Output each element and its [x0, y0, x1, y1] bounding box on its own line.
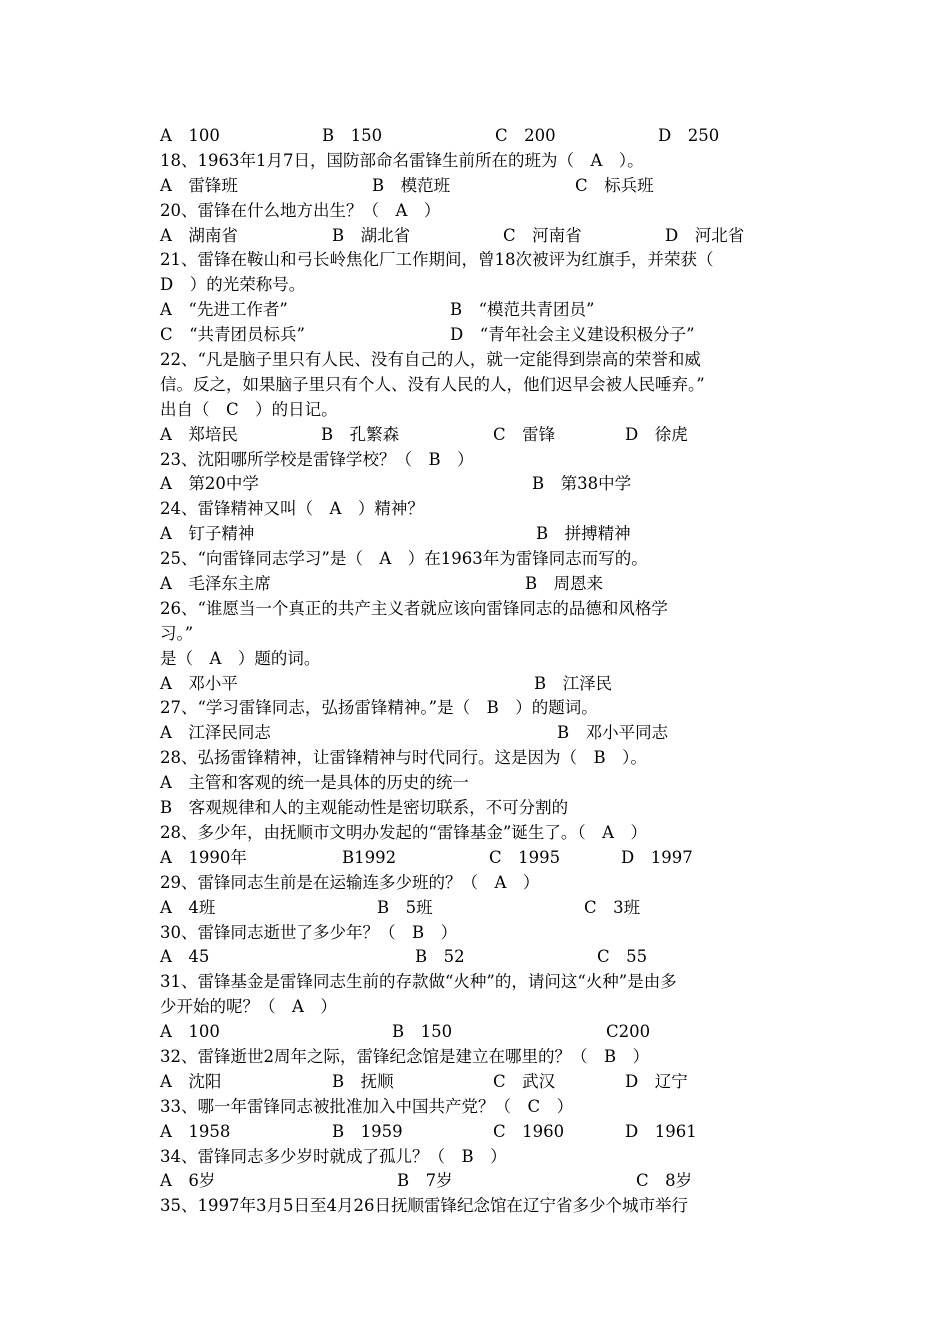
question-text: 33、哪一年雷锋同志被批准加入中国共产党？（ C ） [160, 1096, 574, 1116]
answer-option: C 55 [597, 947, 648, 967]
answer-option: A 江泽民同志 [160, 723, 271, 743]
question-text: 30、雷锋同志逝世了多少年？（ B ） [160, 922, 458, 942]
answer-option: B 5班 [377, 897, 433, 917]
question-text: 少开始的呢？（ A ） [160, 997, 337, 1017]
question-text: 出自（ C ）的日记。 [160, 399, 338, 419]
answer-option: D 徐虎 [625, 424, 688, 444]
answer-option: D “青年社会主义建设积极分子” [450, 325, 695, 345]
answer-option: B “模范共青团员” [450, 300, 595, 320]
question-text: 26、“谁愿当一个真正的共产主义者就应该向雷锋同志的品德和风格学 [160, 598, 668, 618]
question-text: 习。” [160, 623, 194, 643]
answer-option: A 6岁 [160, 1171, 216, 1191]
answer-options-row [160, 174, 820, 199]
answer-option: C 3班 [584, 897, 641, 917]
answer-option: B 湖北省 [332, 225, 411, 245]
answer-options-row [160, 896, 820, 921]
answer-options-row [160, 1120, 820, 1145]
answer-option: C 1960 [493, 1121, 565, 1141]
answer-options-row [160, 721, 820, 746]
answer-option: C 200 [495, 126, 556, 145]
answer-options-row [160, 846, 820, 871]
question-text: 22、“凡是脑子里只有人民、没有自己的人，就一定能得到崇高的荣誉和威 [160, 350, 701, 370]
answer-option: B 150 [322, 126, 383, 145]
question-text: 18、1963年1月7日，国防部命名雷锋生前所在的班为（ A ）。 [160, 150, 644, 170]
answer-options-row [160, 1020, 820, 1045]
answer-option: C 8岁 [636, 1171, 693, 1191]
question-text: 28、弘扬雷锋精神，让雷锋精神与时代同行。这是因为（ B ）。 [160, 748, 647, 768]
question-text: 23、沈阳哪所学校是雷锋学校？（ B ） [160, 449, 474, 469]
answer-option: B 第38中学 [532, 474, 632, 494]
answer-option: B1992 [342, 847, 397, 867]
question-text: 是（ A ）题的词。 [160, 648, 321, 668]
answer-options-row [160, 672, 820, 697]
answer-option: A 第20中学 [160, 474, 259, 494]
answer-option: C 雷锋 [493, 424, 556, 444]
answer-option: B 7岁 [397, 1171, 453, 1191]
question-text: B 客观规律和人的主观能动性是密切联系，不可分割的 [160, 798, 569, 818]
answer-option: A 郑培民 [160, 424, 238, 444]
question-text: 34、雷锋同志多少岁时就成了孤儿？（ B ） [160, 1146, 507, 1166]
answer-option: A 毛泽东主席 [160, 574, 271, 594]
answer-option: D 1997 [621, 847, 693, 867]
answer-option: B 邓小平同志 [557, 723, 669, 743]
answer-options-row [160, 323, 820, 348]
answer-option: B 抚顺 [332, 1071, 394, 1091]
answer-option: D 辽宁 [625, 1071, 688, 1091]
question-text: 29、雷锋同志生前是在运输连多少班的？（ A ） [160, 872, 540, 892]
answer-options-row [160, 1169, 820, 1194]
question-text: 信。反之，如果脑子里只有个人、没有人民的人，他们迟早会被人民唾弃。” [160, 374, 705, 394]
answer-option: B 周恩来 [525, 574, 604, 594]
question-text: 24、雷锋精神又叫（ A ）精神？ [160, 499, 424, 519]
answer-option: A 沈阳 [160, 1071, 222, 1091]
answer-option: D 河北省 [665, 225, 745, 245]
answer-option: B 孔繁森 [321, 424, 400, 444]
answer-option: A 4班 [160, 897, 216, 917]
answer-option: A 45 [160, 947, 210, 967]
question-text: 20、雷锋在什么地方出生？（ A ） [160, 200, 441, 220]
answer-option: C 1995 [489, 847, 561, 867]
answer-option: A 邓小平 [160, 673, 238, 693]
answer-option: C 武汉 [493, 1071, 556, 1091]
question-text: 31、雷锋基金是雷锋同志生前的存款做“火种”的，请问这“火种”是由多 [160, 972, 677, 992]
answer-option: D 250 [658, 126, 720, 145]
question-text: 25、“向雷锋同志学习”是（ A ）在1963年为雷锋同志而写的。 [160, 549, 648, 569]
answer-options-row [160, 472, 820, 497]
answer-option: C 标兵班 [575, 175, 654, 195]
question-text: 27、“学习雷锋同志，弘扬雷锋精神。”是（ B ）的题词。 [160, 698, 598, 718]
answer-option: C “共青团员标兵” [160, 325, 305, 345]
answer-options-row [160, 572, 820, 597]
answer-option: A 钉子精神 [160, 524, 255, 544]
answer-options-row [160, 298, 820, 323]
answer-options-row [160, 945, 820, 970]
answer-option: A 100 [160, 1022, 220, 1042]
answer-option: A 1990年 [160, 847, 247, 867]
question-text: 28、多少年，由抚顺市文明办发起的“雷锋基金”诞生了。（ A ） [160, 822, 648, 842]
answer-option: A “先进工作者” [160, 300, 288, 320]
question-text: 32、雷锋逝世2周年之际，雷锋纪念馆是建立在哪里的？（ B ） [160, 1046, 650, 1066]
answer-option: B 江泽民 [534, 673, 613, 693]
answer-option: B 1959 [332, 1121, 403, 1141]
question-text: A 主管和客观的统一是具体的历史的统一 [160, 773, 469, 793]
answer-option: B 模范班 [372, 175, 451, 195]
answer-option: B 拼搏精神 [536, 524, 631, 544]
answer-option: B 150 [392, 1022, 453, 1042]
answer-options-row [160, 423, 820, 448]
question-text: 35、1997年3月5日至4月26日抚顺雷锋纪念馆在辽宁省多少个城市举行 [160, 1196, 688, 1216]
question-text: D ）的光荣称号。 [160, 275, 306, 295]
answer-option: D 1961 [625, 1121, 697, 1141]
answer-option: A 100 [160, 126, 220, 145]
answer-option: A 1958 [160, 1121, 231, 1141]
answer-options-row [160, 1070, 820, 1095]
answer-option: B 52 [415, 947, 465, 967]
question-text: 21、雷锋在鞍山和弓长岭焦化厂工作期间，曾18次被评为红旗手，并荣获（ [160, 250, 714, 270]
answer-option: A 湖南省 [160, 225, 238, 245]
answer-option: C 河南省 [503, 225, 582, 245]
document-page [160, 124, 820, 1219]
answer-option: C200 [606, 1022, 651, 1042]
answer-option: A 雷锋班 [160, 175, 238, 195]
answer-options-row [160, 124, 820, 149]
answer-options-row [160, 224, 820, 249]
answer-options-row [160, 522, 820, 547]
